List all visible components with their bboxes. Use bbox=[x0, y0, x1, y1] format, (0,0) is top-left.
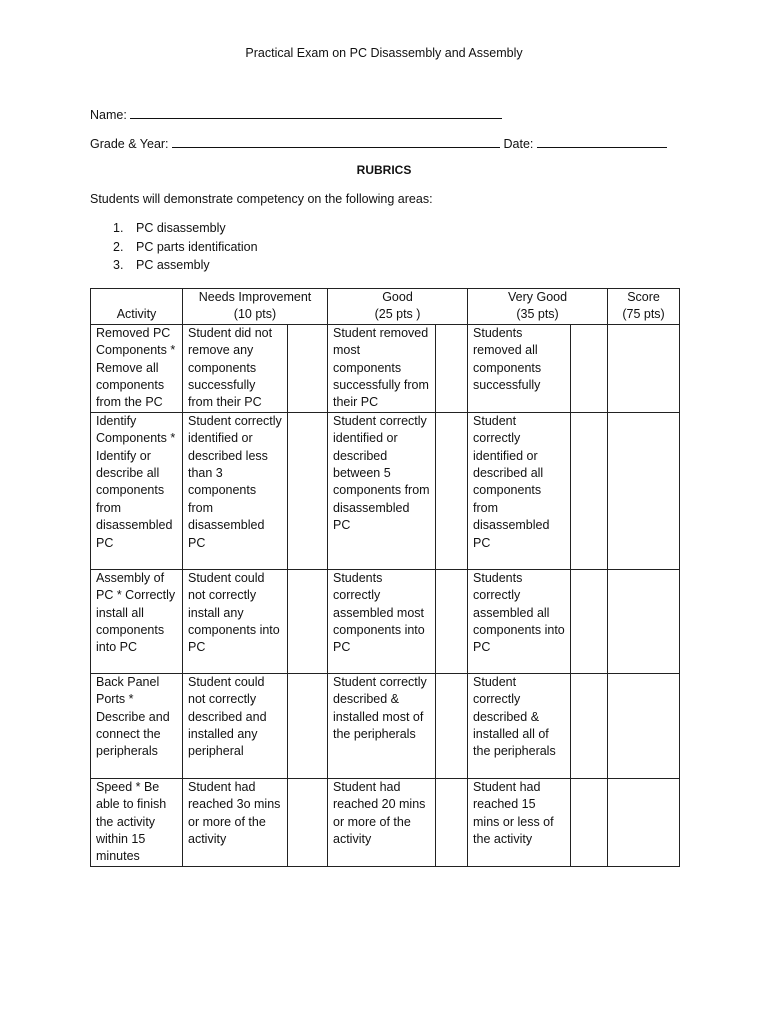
cell-good: Student removed most components successfully from their PC bbox=[328, 324, 436, 412]
cell-needs-improvement: Student could not correctly described and installed any peripheral bbox=[183, 673, 288, 778]
cell-needs-improvement-check[interactable] bbox=[288, 569, 328, 673]
list-text: PC disassembly bbox=[136, 221, 226, 235]
cell-score[interactable] bbox=[608, 673, 680, 778]
table-row bbox=[91, 569, 680, 673]
cell-good-check[interactable] bbox=[436, 673, 468, 778]
cell-very-good: Student correctly described & installed all of the peripherals bbox=[468, 673, 571, 778]
cell-needs-improvement: Student correctly identified or described less than 3 components from disassembled PC bbox=[183, 412, 288, 569]
grade-date-row bbox=[90, 135, 667, 151]
cell-good-check[interactable] bbox=[436, 324, 468, 412]
cell-very-good: Students correctly assembled all components into PC bbox=[468, 569, 571, 673]
cell-needs-improvement: Student did not remove any components successfully from their PC bbox=[183, 324, 288, 412]
name-field-row bbox=[90, 106, 502, 122]
cell-very-good-check[interactable] bbox=[571, 324, 608, 412]
cell-good: Students correctly assembled most components into PC bbox=[328, 569, 436, 673]
rubric-table bbox=[90, 288, 680, 867]
list-number: 2. bbox=[113, 239, 124, 254]
cell-activity: Back Panel Ports * Describe and connect the peripherals bbox=[91, 673, 183, 778]
list-item bbox=[113, 240, 258, 259]
list-text: PC parts identification bbox=[136, 239, 258, 254]
cell-very-good: Student had reached 15 mins or less of the activity bbox=[468, 778, 571, 866]
cell-needs-improvement: Student could not correctly install any components into PC bbox=[183, 569, 288, 673]
grade-label: Grade & Year: bbox=[90, 137, 169, 151]
rubrics-heading: RUBRICS bbox=[356, 163, 412, 177]
page-title: Practical Exam on PC Disassembly and Assembly bbox=[245, 46, 523, 60]
cell-good: Student correctly described & installed most of the peripherals bbox=[328, 673, 436, 778]
cell-needs-improvement-check[interactable] bbox=[288, 673, 328, 778]
header-needs-improvement: Needs Improvement (10 pts) bbox=[183, 289, 328, 325]
header-activity: Activity bbox=[91, 289, 183, 325]
list-text: PC assembly bbox=[136, 258, 210, 272]
cell-activity: Assembly of PC * Correctly install all components into PC bbox=[91, 569, 183, 673]
cell-activity: Removed PC Components * Remove all components from the PC bbox=[91, 324, 183, 412]
cell-score[interactable] bbox=[608, 778, 680, 866]
cell-score[interactable] bbox=[608, 412, 680, 569]
intro-text: Students will demonstrate competency on the following areas: bbox=[90, 192, 433, 206]
cell-good-check[interactable] bbox=[436, 569, 468, 673]
table-header-row bbox=[91, 289, 680, 325]
cell-activity: Identify Components * Identify or describe all components from disassembled PC bbox=[91, 412, 183, 569]
table-row bbox=[91, 673, 680, 778]
cell-activity: Speed * Be able to finish the activity within 15 minutes bbox=[91, 778, 183, 866]
list-number: 3. bbox=[113, 258, 124, 272]
header-good: Good (25 pts ) bbox=[328, 289, 468, 325]
cell-very-good: Student correctly identified or described all components from disassembled PC bbox=[468, 412, 571, 569]
cell-very-good: Students removed all components successfully bbox=[468, 324, 571, 412]
header-score: Score (75 pts) bbox=[608, 289, 680, 325]
name-label: Name: bbox=[90, 108, 127, 122]
list-item bbox=[113, 221, 258, 240]
table-row bbox=[91, 778, 680, 866]
cell-good: Student had reached 20 mins or more of the activity bbox=[328, 778, 436, 866]
list-item bbox=[113, 258, 258, 277]
table-row bbox=[91, 324, 680, 412]
cell-needs-improvement-check[interactable] bbox=[288, 778, 328, 866]
name-field[interactable] bbox=[130, 106, 502, 119]
cell-needs-improvement-check[interactable] bbox=[288, 324, 328, 412]
areas-list bbox=[113, 221, 258, 277]
list-number: 1. bbox=[113, 221, 124, 235]
cell-score[interactable] bbox=[608, 324, 680, 412]
cell-very-good-check[interactable] bbox=[571, 412, 608, 569]
cell-good: Student correctly identified or described between 5 components from disassembled PC bbox=[328, 412, 436, 569]
cell-needs-improvement-check[interactable] bbox=[288, 412, 328, 569]
cell-score[interactable] bbox=[608, 569, 680, 673]
date-label: Date: bbox=[503, 137, 534, 151]
grade-field[interactable] bbox=[172, 135, 500, 148]
cell-good-check[interactable] bbox=[436, 778, 468, 866]
cell-good-check[interactable] bbox=[436, 412, 468, 569]
cell-very-good-check[interactable] bbox=[571, 673, 608, 778]
table-row bbox=[91, 412, 680, 569]
date-field[interactable] bbox=[537, 135, 667, 148]
cell-very-good-check[interactable] bbox=[571, 569, 608, 673]
header-very-good: Very Good (35 pts) bbox=[468, 289, 608, 325]
cell-very-good-check[interactable] bbox=[571, 778, 608, 866]
cell-needs-improvement: Student had reached 3o mins or more of the activity bbox=[183, 778, 288, 866]
